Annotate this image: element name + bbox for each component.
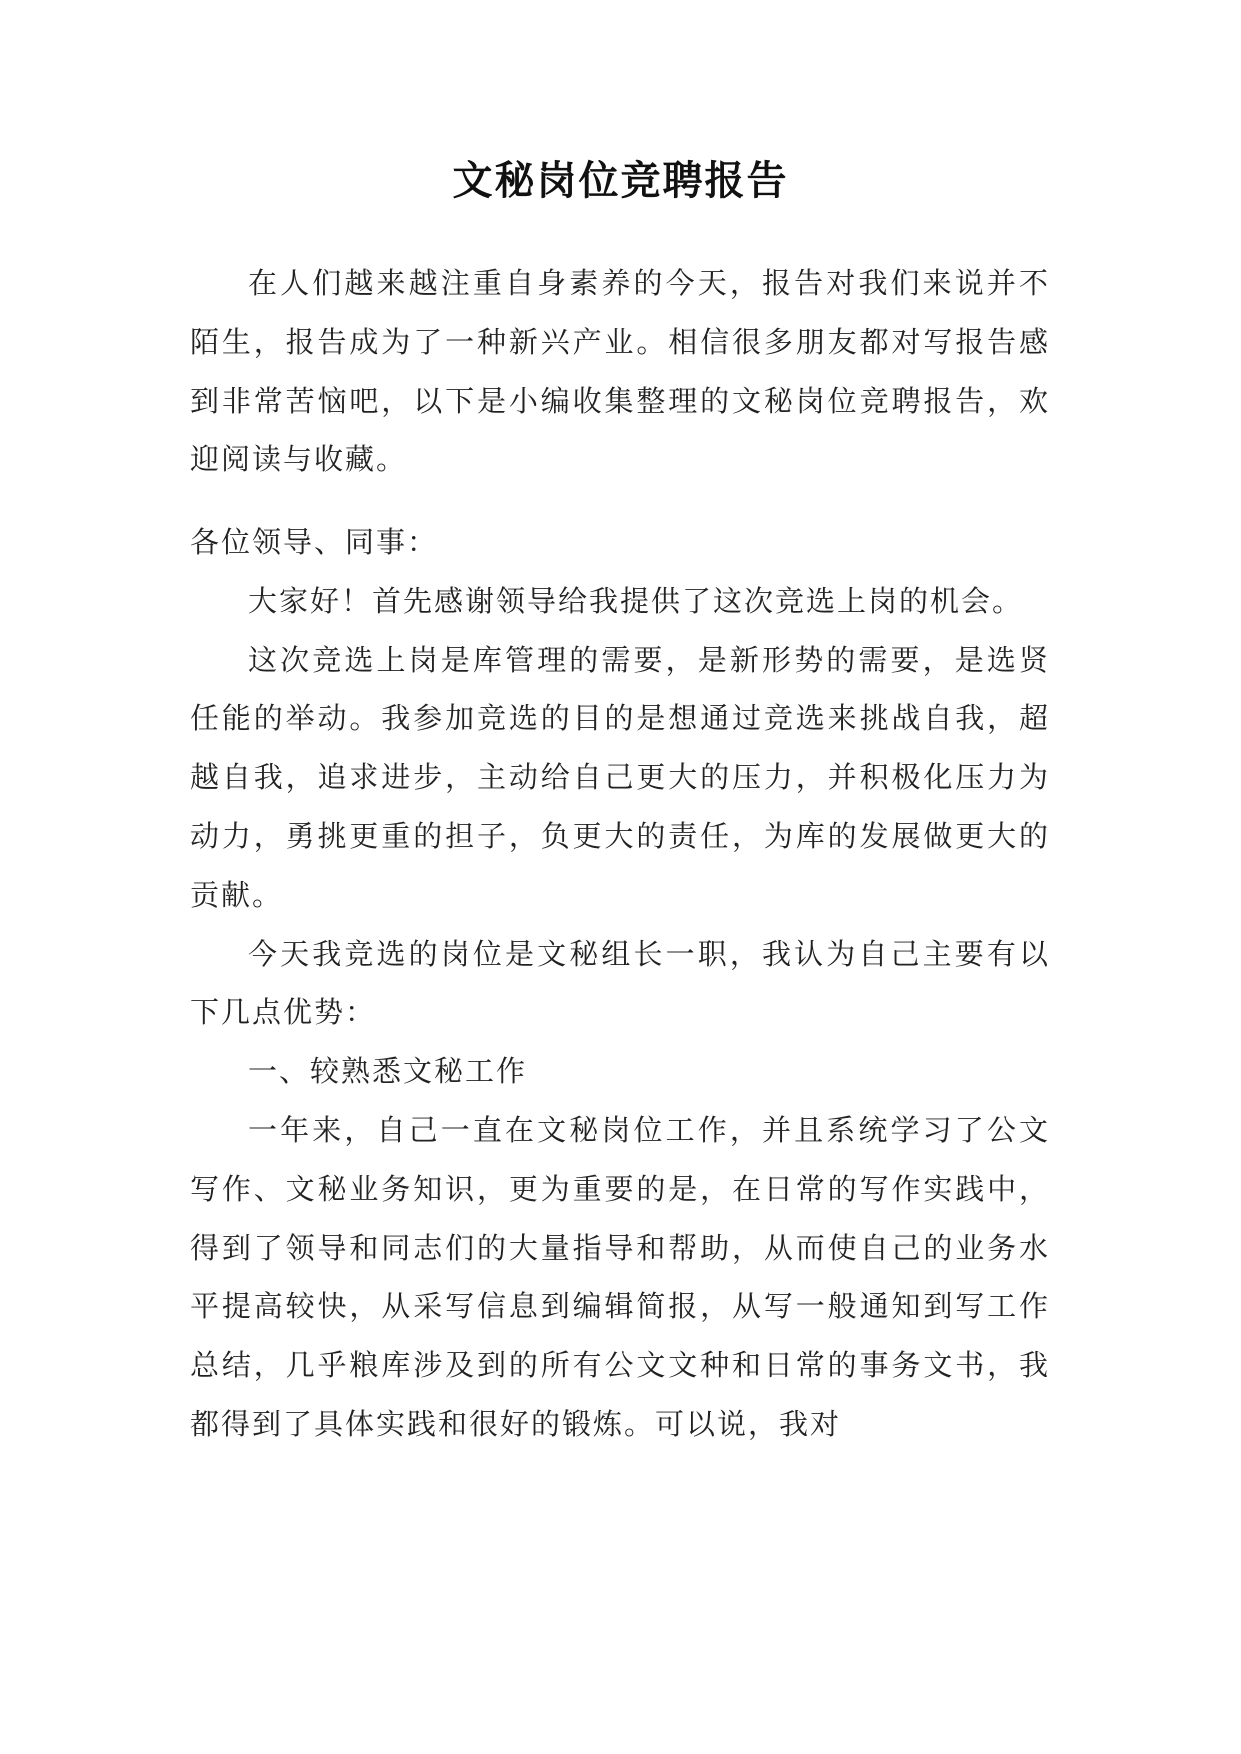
body-paragraph: 大家好！首先感谢领导给我提供了这次竞选上岗的机会。 xyxy=(248,583,1024,618)
section-heading: 一、较熟悉文秘工作 xyxy=(248,1054,528,1089)
body-paragraph: 这次竞选上岗是库管理的需要，是新形势的需要，是选贤任能的举动。我参加竞选的目的是想通过竞选来挑战自我，超越自我，追求进步，主动给自己更大的压力，并积极化压力为动力，勇挑更重的担子，负更大的责任，为库的发展做更大的贡献。 xyxy=(190,642,1050,912)
document-title: 文秘岗位竞聘报告 xyxy=(452,157,789,204)
body-paragraph: 今天我竞选的岗位是文秘组长一职，我认为自己主要有以下几点优势： xyxy=(190,936,1050,1030)
intro-block xyxy=(190,254,1050,489)
salutation: 各位领导、同事： xyxy=(190,525,439,559)
body-paragraph: 一年来，自己一直在文秘岗位工作，并且系统学习了公文写作、文秘业务知识，更为重要的是，在日常的写作实践中，得到了领导和同志们的大量指导和帮助，从而使自己的业务水平提高较快，从采写信息到编辑简报，从写一般通知到写工作总结，几乎粮库涉及到的所有公文文种和日常的事务文书，我都得到了具体实践和很好的锻炼。可以说，我对 xyxy=(190,1112,1050,1441)
intro-paragraph: 在人们越来越注重自身素养的今天，报告对我们来说并不陌生，报告成为了一种新兴产业。相信很多朋友都对写报告感到非常苦恼吧，以下是小编收集整理的文秘岗位竞聘报告，欢迎阅读与收藏。 xyxy=(190,266,1050,477)
letter-body xyxy=(190,513,1050,1454)
